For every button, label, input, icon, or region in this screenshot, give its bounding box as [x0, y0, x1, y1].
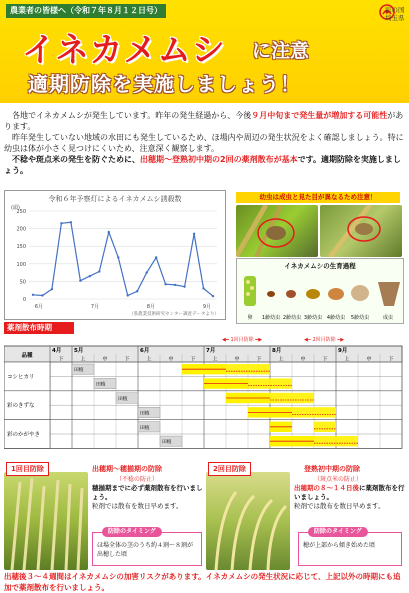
first-spray-label: 1回目防除 — [6, 462, 49, 476]
schedule-third-label: 中 — [366, 356, 372, 363]
schedule-third-label: 下 — [190, 356, 196, 363]
life-cycle-box — [236, 258, 404, 324]
second-spray-text — [294, 484, 406, 511]
title-caution: に注意 — [252, 40, 310, 62]
chart-point — [174, 284, 176, 286]
chart-point — [183, 285, 185, 287]
chart-ytick-label: 50 — [19, 279, 26, 286]
stage-1st-instar: 1齢幼虫 — [261, 315, 281, 321]
chart-point — [89, 275, 91, 277]
schedule-month-label: 9月 — [338, 348, 348, 354]
chart-point — [98, 270, 100, 272]
schedule-title: 薬剤散布時期 — [4, 322, 74, 334]
second-spray-period: 登熟初中期の防除 — [304, 465, 360, 473]
chart-point — [79, 279, 81, 281]
schedule-month-label: 7月 — [206, 348, 216, 354]
chart-xtick-label: 6月 — [34, 304, 44, 310]
legend-first-label: 1回目防除 — [230, 337, 254, 343]
chart-point — [202, 287, 204, 289]
nymph-photo-graphic — [236, 205, 318, 257]
second-spray-text-1b: に薬剤散布を行いましょう。 — [294, 484, 405, 501]
intro-paragraph-1 — [4, 110, 406, 132]
chart-xtick-label: 9月 — [202, 304, 212, 310]
variety-name: 彩のかがやき — [7, 432, 41, 438]
intro-paragraph-3 — [4, 154, 406, 176]
legend-first-arrow-icon: ◀━ — [222, 337, 229, 343]
chart-point — [155, 256, 157, 258]
chart-ytick-label: 100 — [16, 261, 26, 268]
intro-text — [4, 110, 406, 176]
stage-egg: 卵 — [247, 315, 253, 321]
second-spray-bar — [314, 422, 336, 432]
planting-label: 田植 — [74, 368, 84, 374]
chart-point — [127, 294, 129, 296]
intro-p1-a: 各地でイネカメムシが発生しています。昨年の発生経過から、今後 — [12, 111, 252, 120]
schedule-third-label: 下 — [256, 356, 262, 363]
schedule-month-label: 6月 — [140, 348, 150, 354]
first-spray-text — [92, 484, 204, 511]
prefecture-name-line2: 埼玉県 — [385, 14, 405, 22]
header-banner — [0, 0, 409, 103]
second-spray-text-1 — [294, 484, 406, 502]
schedule-third-label: 上 — [278, 356, 284, 363]
trap-count-chart — [4, 190, 226, 320]
schedule-grid — [4, 344, 406, 458]
chart-point — [60, 222, 62, 224]
schedule-third-label: 上 — [344, 356, 350, 363]
ripening-rice-graphic — [206, 472, 290, 570]
chart-source-note: （県農業技術研究センター調査データより） — [129, 312, 219, 317]
ripening-rice-photo — [206, 472, 290, 570]
chart-point — [193, 233, 195, 235]
adult-photo-graphic — [320, 205, 402, 257]
intro-p3-a: 不稔や斑点米の発生を防ぐために、 — [12, 155, 140, 164]
chart-point — [108, 231, 110, 233]
schedule-third-label: 下 — [388, 356, 394, 363]
first-spray-period: 出穂期～穂揃期の防除 — [92, 465, 162, 473]
second-spray-text-2: 粒剤では散布を数日早めます。 — [294, 502, 385, 510]
adult-photo — [320, 205, 402, 257]
chart-ytick-label: 250 — [16, 209, 26, 215]
schedule-month-label: 4月 — [52, 348, 62, 354]
schedule-third-label: 上 — [80, 356, 86, 363]
chart-point — [41, 294, 43, 296]
intro-p3-c: です。適期防除を実施しましょう。 — [4, 155, 401, 175]
first-spray-text-2: 粒剤では散布を数日早めます。 — [92, 502, 183, 510]
schedule-month-label: 8月 — [272, 348, 282, 354]
spray-schedule — [4, 336, 406, 458]
intro-p3-highlight: 出穂期～登熟初中期の2回の薬剤散布が基本 — [140, 155, 298, 164]
second-spray-bar — [226, 364, 270, 374]
legend-first-spray — [222, 336, 262, 343]
bug-photo-panel — [228, 190, 406, 328]
chart-point — [32, 294, 34, 296]
schedule-header-label: 品種 — [21, 353, 33, 359]
stage-3rd-instar: 3齢幼虫 — [303, 315, 323, 321]
first-spray-timing-box — [92, 532, 202, 566]
page-title: イネカメムシ — [22, 30, 226, 69]
stage-2nd-instar: 2齢幼虫 — [282, 315, 302, 321]
first-spray-timing-text: ほ場全体の茎のうち約４割～８割が出穂した頃 — [97, 542, 194, 558]
chart-title: 令和６年予察灯によるイネカメムシ誘殺数 — [48, 195, 182, 203]
heading-rice-graphic — [4, 472, 88, 570]
legend-first-arrow-right-icon: ━▶ — [255, 337, 263, 343]
planting-label: 田植 — [140, 425, 150, 431]
planting-label: 田植 — [140, 411, 150, 417]
stage-adult: 成虫 — [382, 315, 393, 321]
chart-plot — [5, 201, 225, 319]
chart-ytick-label: 200 — [16, 226, 26, 233]
schedule-month-label: 5月 — [74, 348, 84, 354]
chart-point — [51, 288, 53, 290]
second-spray-timing-badge: 防除のタイミング — [308, 527, 368, 537]
schedule-third-label: 下 — [322, 356, 328, 363]
schedule-third-label: 上 — [146, 356, 152, 363]
chart-point — [164, 283, 166, 285]
chart-point — [117, 256, 119, 258]
second-spray-section — [206, 460, 407, 570]
legend-second-label: 2回目防除 — [312, 337, 336, 343]
title-subtitle: 適期防除を実施しましょう！ — [28, 72, 301, 96]
second-spray-days: 出穂期の８～１４日後 — [294, 484, 359, 492]
stage-5th-instar: 5齢幼虫 — [350, 315, 370, 321]
prefecture-name-line1: 彩の国 — [385, 6, 405, 14]
first-spray-timing-badge: 防除のタイミング — [102, 527, 162, 537]
schedule-third-label: 中 — [102, 356, 108, 363]
chart-ytick-label: 150 — [16, 244, 26, 251]
first-spray-purpose: （不稔の防止） — [116, 476, 159, 483]
life-cycle-graphic — [238, 270, 404, 312]
intro-p1-c: があります。 — [4, 111, 404, 131]
legend-second-spray — [304, 336, 344, 343]
schedule-third-label: 中 — [168, 356, 174, 363]
variety-name: コシヒカリ — [7, 374, 35, 381]
chart-series-line — [33, 222, 213, 296]
schedule-third-label: 中 — [300, 356, 306, 363]
second-spray-bar — [314, 436, 358, 446]
variety-name: 彩のきずな — [7, 403, 35, 410]
life-cycle-title: イネカメムシの生育過程 — [284, 262, 356, 270]
chart-point — [70, 221, 72, 223]
nymph-warning-banner: 幼虫は成虫と見た目が異なるため注意！ — [236, 192, 400, 203]
second-spray-bar — [292, 407, 336, 417]
intro-paragraph-2: 昨年発生していない地域の水田にも発生しているため、ほ場内や周辺の発生状況をよく確認しましょう。特に幼虫は体が小さく見つけにくいため、注意深く観察します。 — [4, 133, 404, 153]
second-spray-timing-box — [298, 532, 402, 566]
stage-4th-instar: 4齢幼虫 — [326, 315, 346, 321]
chart-xtick-label: 8月 — [146, 304, 156, 310]
second-spray-bar — [248, 378, 292, 388]
schedule-third-label: 中 — [234, 356, 240, 363]
chart-point — [212, 295, 214, 297]
footer-warning: 出穂後３～４週間はイネカメムシの加害リスクがあります。イネカメムシの発生状況に応じて、上記以外の時期にも追加で薬剤散布を行いましょう。 — [4, 572, 401, 592]
chart-ylabel: (頭) — [11, 205, 20, 211]
chart-point — [145, 271, 147, 273]
notice-bar: 農業者の皆様へ（令和７年８月１２日号） — [6, 4, 166, 18]
nymph-photo — [236, 205, 318, 257]
prefecture-name — [385, 6, 407, 22]
heading-rice-photo — [4, 472, 88, 570]
legend-second-arrow-icon: ◀┅ — [304, 337, 311, 343]
chart-ytick-label: 0 — [22, 297, 26, 303]
first-spray-text-1: 穂揃期までに必ず薬剤散布を行いましょう。 — [92, 484, 203, 501]
second-spray-timing-text: 穂が上部から傾き始めた頃 — [303, 542, 376, 549]
second-spray-label: 2回目防除 — [208, 462, 251, 476]
planting-label: 田植 — [96, 382, 106, 388]
planting-label: 田植 — [118, 397, 128, 402]
schedule-third-label: 上 — [212, 356, 218, 363]
first-spray-section — [4, 460, 205, 570]
chart-point — [136, 290, 138, 292]
chart-xtick-label: 7月 — [90, 304, 100, 310]
second-spray-bar — [270, 393, 314, 403]
legend-second-arrow-right-icon: ┅▶ — [337, 337, 345, 343]
second-spray-purpose: （斑点米の防止） — [314, 476, 363, 483]
planting-label: 田植 — [162, 440, 172, 446]
schedule-third-label: 下 — [124, 356, 130, 363]
intro-p1-highlight: ９月中旬まで発生量が増加する可能性 — [251, 111, 388, 120]
schedule-third-label: 下 — [58, 356, 64, 363]
